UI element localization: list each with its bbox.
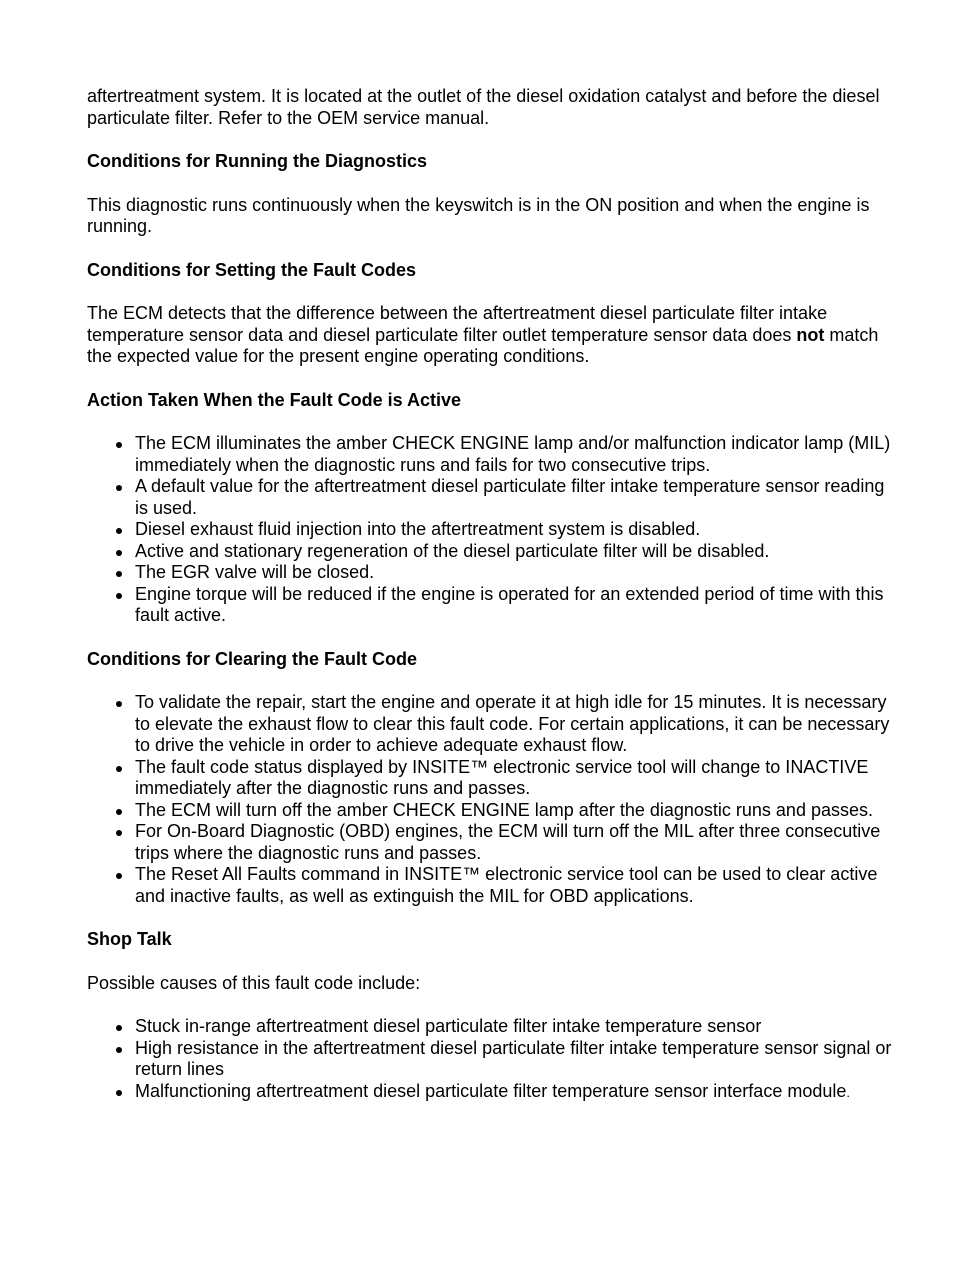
clearing-list — [87, 692, 899, 907]
list-item — [135, 1081, 899, 1104]
action-heading: Action Taken When the Fault Code is Active — [87, 389, 462, 410]
shop-talk-heading: Shop Talk — [87, 929, 172, 949]
setting-text-bold: not — [796, 324, 825, 345]
clearing-heading: Conditions for Clearing the Fault Code — [87, 648, 417, 669]
list-item: The fault code status displayed by INSITE™ electronic service tool will change to INACTIVE immediately after the diagnostic runs and passes. — [135, 757, 899, 800]
list-item: The ECM illuminates the amber CHECK ENGINE lamp and/or malfunction indicator lamp (MIL) immediately when the diagnostic runs and fails for two consecutive trips. — [135, 433, 899, 476]
action-list — [87, 433, 899, 627]
list-item: To validate the repair, start the engine and operate it at high idle for 15 minutes. It is necessary to elevate the exhaust flow to clear this fault code. For certain applications, it can be necessary to drive the vehicle in order to achieve adequate exhaust flow. — [135, 692, 899, 757]
document-body — [87, 86, 899, 1125]
list-item: For On-Board Diagnostic (OBD) engines, the ECM will turn off the MIL after three consecutive trips where the diagnostic runs and passes. — [135, 821, 899, 864]
trailing-period: . — [846, 1084, 850, 1100]
list-item: A default value for the aftertreatment diesel particulate filter intake temperature sensor reading is used. — [135, 476, 899, 519]
list-item-text: Malfunctioning aftertreatment diesel particulate filter temperature sensor interface module — [135, 1080, 847, 1101]
setting-heading: Conditions for Setting the Fault Codes — [87, 259, 416, 280]
setting-text-after: match the expected value for the present engine operating conditions. — [87, 324, 879, 366]
list-item: Active and stationary regeneration of the diesel particulate filter will be disabled. — [135, 541, 899, 563]
list-item: The Reset All Faults command in INSITE™ electronic service tool can be used to clear active and inactive faults, as well as extinguish the MIL for OBD applications. — [135, 864, 899, 907]
setting-paragraph — [87, 303, 899, 368]
shop-talk-list — [87, 1016, 899, 1103]
shop-talk-paragraph: Possible causes of this fault code include: — [87, 972, 421, 993]
list-item: Stuck in-range aftertreatment diesel particulate filter intake temperature sensor — [135, 1016, 899, 1038]
list-item: The ECM will turn off the amber CHECK ENGINE lamp after the diagnostic runs and passes. — [135, 800, 899, 822]
list-item: Engine torque will be reduced if the engine is operated for an extended period of time with this fault active. — [135, 584, 899, 627]
intro-paragraph: aftertreatment system. It is located at the outlet of the diesel oxidation catalyst and before the diesel particulate filter. Refer to the OEM service manual. — [87, 86, 880, 128]
list-item: High resistance in the aftertreatment diesel particulate filter intake temperature sensor signal or return lines — [135, 1038, 899, 1081]
running-paragraph: This diagnostic runs continuously when the keyswitch is in the ON position and when the engine is running. — [87, 194, 870, 236]
setting-text-before: The ECM detects that the difference between the aftertreatment diesel particulate filter intake temperature sensor data and diesel particulate filter outlet temperature sensor data does — [87, 303, 828, 345]
list-item: The EGR valve will be closed. — [135, 562, 899, 584]
list-item: Diesel exhaust fluid injection into the aftertreatment system is disabled. — [135, 519, 899, 541]
running-heading: Conditions for Running the Diagnostics — [87, 151, 427, 171]
